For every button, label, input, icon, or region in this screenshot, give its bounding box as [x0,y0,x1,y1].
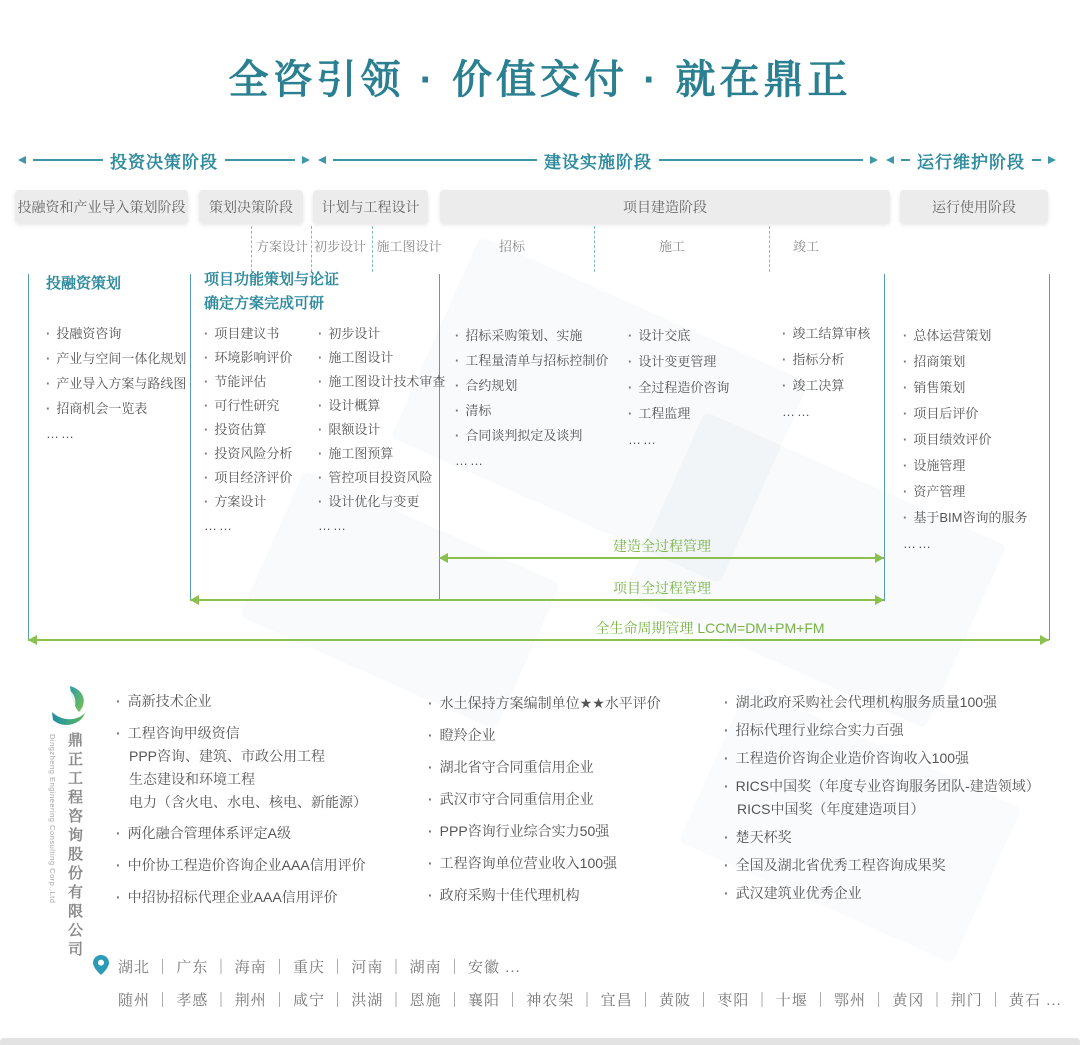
substage-preliminary-design: 初步设计 [313,239,367,254]
qualification-item: · 工程咨询甲级资信 [116,722,367,745]
service-list-construction [628,328,729,458]
qualification-item: · 楚天杯奖 [724,826,1040,849]
list-item: · 管控项目投资风险 [318,470,445,485]
qualification-list-1 [116,690,367,918]
list-item: · 基于BIM咨询的服务 [903,510,1027,525]
qualification-item: · 两化融合管理体系评定A级 [116,822,367,845]
service-list-operation [903,328,1027,562]
phase-arrow-operation [886,150,1056,170]
list-item: · 指标分析 [782,352,870,367]
list-more: …… [204,518,234,533]
arrow-line [225,159,295,161]
column-header-feasibility-line2: 确定方案完成可研 [204,295,325,312]
qualification-item: · 中价协工程造价咨询企业AAA信用评价 [116,854,367,877]
section-divider [1049,274,1050,640]
list-item: · 合约规划 [455,378,608,393]
mgmt-label-construction-whole: 建造全过程管理 [613,538,711,554]
arrow-left-icon [318,156,326,164]
qualification-item: · 高新技术企业 [116,690,367,713]
stage-divider-dashed [311,226,312,272]
qualification-subitem: 生态建设和环境工程 [129,771,255,787]
qualification-item: · RICS中国奖（年度专业咨询服务团队-建造领域） [724,775,1040,798]
phase-label-construction: 建设实施阶段 [544,152,652,172]
list-item: · 竣工决算 [782,378,870,393]
qualification-item: · 武汉市守合同重信用企业 [428,788,661,811]
list-item: · 施工图设计技术审查 [318,374,445,389]
list-item: · 节能评估 [204,374,292,389]
substage-bidding: 招标 [498,239,526,254]
list-item: · 总体运营策划 [903,328,1027,343]
stage-box-building: 项目建造阶段 [440,190,890,223]
qualification-item: · 水土保持方案编制单位★★水平评价 [428,692,661,715]
qualification-item: · 瞪羚企业 [428,724,661,747]
list-item: · 设计变更管理 [628,354,729,369]
list-item: · 工程量清单与招标控制价 [455,353,608,368]
list-item: · 投资风险分析 [204,446,292,461]
qualification-list-2 [428,692,661,916]
qualification-subitem: PPP咨询、建筑、市政公用工程 [129,748,326,764]
mgmt-label-project-whole: 项目全过程管理 [613,580,711,596]
arrow-right-icon [870,156,878,164]
arrow-right-icon [1048,156,1056,164]
company-logo [48,684,94,735]
mgmt-arrow-lifecycle [28,639,1049,641]
service-list-design [318,326,445,542]
phase-arrow-investment [18,150,310,170]
qualification-item: · 武汉建筑业优秀企业 [724,882,1040,905]
qualification-item: · 工程咨询单位营业收入100强 [428,852,661,875]
company-name-english: Dingzheng Engineering Consulting Corp.,Ltd [48,734,57,904]
page-title: 全咨引领 · 价值交付 · 就在鼎正 [228,58,852,102]
list-item: · 设施管理 [903,458,1027,473]
substage-working-drawing: 施工图设计 [376,239,442,254]
column-header-feasibility [204,268,339,316]
list-item: · 施工图预算 [318,446,445,461]
list-more: …… [628,432,658,447]
stage-box-design: 计划与工程设计 [313,190,428,223]
list-item: · 项目后评价 [903,406,1027,421]
mgmt-label-lifecycle: 全生命周期管理 LCCM=DM+PM+FM [595,620,825,636]
arrow-line [901,159,910,161]
service-list-financing [46,326,186,451]
arrow-right-icon [302,156,310,164]
footer-cities: 随州 ｜ 孝感 ｜ 荆州 ｜ 咸宁 ｜ 洪湖 ｜ 恩施 ｜ 襄阳 ｜ 神农架 ｜ 宜昌 ｜ 黄陂 ｜ 枣阳 ｜ 十堰 ｜ 鄂州 ｜ 黄冈 ｜ 荆门 ｜ 黄石 ... [118,992,1062,1009]
column-header-financing: 投融资策划 [46,275,122,292]
list-item: · 产业导入方案与路线图 [46,376,186,391]
section-divider [28,274,29,640]
qualification-subitem: RICS中国奖（年度建造项目） [737,801,925,817]
stage-divider-dashed [251,226,252,272]
list-item: · 全过程造价咨询 [628,380,729,395]
stage-divider-dashed [769,226,770,272]
qualification-item: · 工程造价咨询企业造价咨询收入100强 [724,747,1040,770]
list-item: · 清标 [455,403,608,418]
list-item: · 可行性研究 [204,398,292,413]
qualification-item: · 湖北政府采购社会代理机构服务质量100强 [724,691,1040,714]
logo-swoosh-shape [52,712,85,725]
qualification-item: · 招标代理行业综合实力百强 [724,719,1040,742]
list-item: · 产业与空间一体化规划 [46,351,186,366]
stage-box-financing: 投融资和产业导入策划阶段 [15,190,188,223]
list-item: · 施工图设计 [318,350,445,365]
qualification-item: · 中招协招标代理企业AAA信用评价 [116,886,367,909]
qualification-item: · 政府采购十佳代理机构 [428,884,661,907]
list-item: · 初步设计 [318,326,445,341]
arrow-left-icon [18,156,26,164]
stage-box-operation: 运行使用阶段 [900,190,1048,223]
list-item: · 投资估算 [204,422,292,437]
stage-divider-dashed [594,226,595,272]
substage-scheme-design: 方案设计 [255,239,309,254]
list-more: …… [903,536,933,551]
substage-construction: 施工 [658,239,686,254]
company-name-chinese: 鼎正工程咨询股份有限公司 [66,732,83,960]
service-list-completion [782,326,870,430]
stage-box-planning: 策划决策阶段 [199,190,303,223]
qualification-item: · PPP咨询行业综合实力50强 [428,820,661,843]
list-item: · 招标采购策划、实施 [455,328,608,343]
list-item: · 投融资咨询 [46,326,186,341]
section-divider [884,274,885,601]
stage-divider-dashed [372,226,373,272]
phase-label-investment: 投资决策阶段 [110,152,218,172]
list-more: …… [46,426,76,441]
list-item: · 合同谈判拟定及谈判 [455,428,608,443]
list-item: · 销售策划 [903,380,1027,395]
bottom-bar [0,1038,1080,1045]
list-item: · 设计概算 [318,398,445,413]
service-list-feasibility [204,326,292,542]
arrow-line [659,159,863,161]
list-more: …… [455,453,485,468]
qualification-subitem: 电力（含火电、水电、核电、新能源） [129,794,367,810]
mgmt-arrow-construction-whole [439,557,884,559]
substage-completion: 竣工 [792,239,820,254]
list-item: · 工程监理 [628,406,729,421]
service-list-bidding [455,328,608,478]
list-item: · 项目绩效评价 [903,432,1027,447]
mgmt-arrow-project-whole [190,599,884,601]
list-item: · 设计交底 [628,328,729,343]
list-item: · 招商机会一览表 [46,401,186,416]
list-item: · 竣工结算审核 [782,326,870,341]
location-pin-icon [93,955,109,980]
list-item: · 项目建议书 [204,326,292,341]
list-item: · 设计优化与变更 [318,494,445,509]
arrow-line [1032,159,1041,161]
footer-provinces: 湖北 ｜ 广东 ｜ 海南 ｜ 重庆 ｜ 河南 ｜ 湖南 ｜ 安徽 ... [118,959,521,976]
list-item: · 环境影响评价 [204,350,292,365]
arrow-line [33,159,103,161]
qualification-list-3 [724,691,1040,910]
phase-label-operation: 运行维护阶段 [917,152,1025,172]
column-header-feasibility-line1: 项目功能策划与论证 [204,271,340,288]
list-item: · 限额设计 [318,422,445,437]
arrow-left-icon [886,156,894,164]
list-more: …… [782,404,812,419]
arrow-line [333,159,537,161]
qualification-item: · 全国及湖北省优秀工程咨询成果奖 [724,854,1040,877]
phase-arrow-construction [318,150,878,170]
list-item: · 方案设计 [204,494,292,509]
list-item: · 资产管理 [903,484,1027,499]
list-item: · 招商策划 [903,354,1027,369]
list-item: · 项目经济评价 [204,470,292,485]
list-more: …… [318,518,348,533]
qualification-item: · 湖北省守合同重信用企业 [428,756,661,779]
section-divider [190,274,191,601]
